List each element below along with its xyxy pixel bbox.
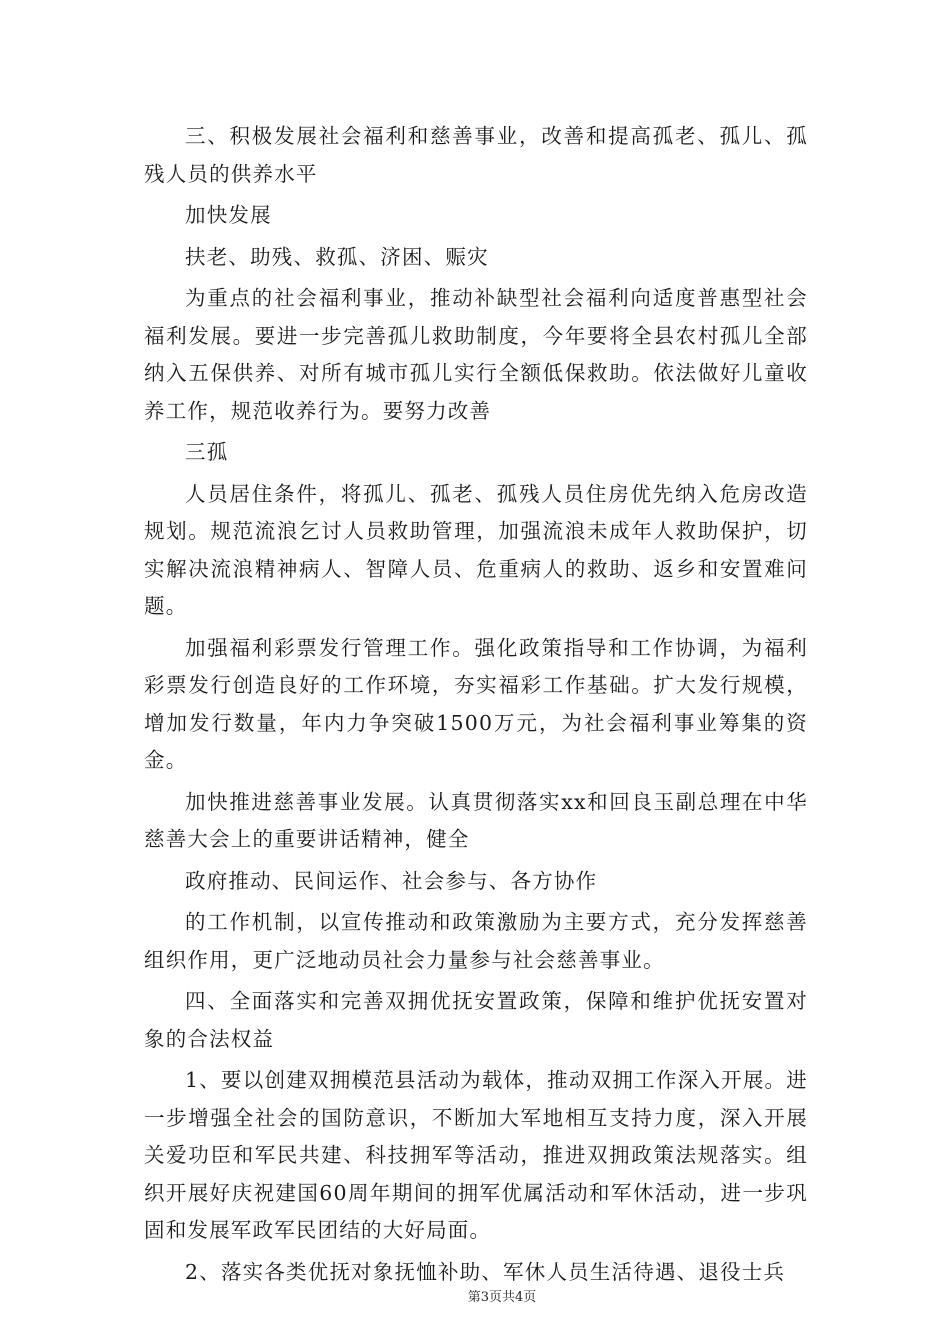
paragraph: 为重点的社会福利事业，推动补缺型社会福利向适度普惠型社会福利发展。要进一步完善孤儿救助制度，今年要将全县农村孤儿全部纳入五保供养、对所有城市孤儿实行全额低保救助。依法做好儿童收养工作，规范收养行为。要努力改善 bbox=[144, 286, 808, 423]
paragraph: 政府推动、民间运作、社会参与、各方协作 bbox=[185, 868, 598, 893]
paragraph: 1、要以创建双拥模范县活动为载体，推动双拥工作深入开展。进一步增强全社会的国防意识，不断加大军地相互支持力度，深入开展关爱功臣和军民共建、科技拥军等活动，推进双拥政策法规落实。组织开展好庆祝建国60周年期间的拥军优属活动和军休活动，进一步巩固和发展军政军民团结的大好局面。 bbox=[144, 1068, 808, 1242]
paragraph: 扶老、助残、救孤、济困、赈灾 bbox=[185, 244, 489, 269]
document-body bbox=[144, 118, 808, 1291]
paragraph: 人员居住条件，将孤儿、孤老、孤残人员住房优先纳入危房改造规划。规范流浪乞讨人员救助管理，加强流浪未成年人救助保护，切实解决流浪精神病人、智障人员、危重病人的救助、返乡和安置难问题。 bbox=[144, 481, 808, 618]
paragraph: 三孤 bbox=[185, 440, 229, 464]
paragraph-section-4-heading: 四、全面落实和完善双拥优抚安置政策，保障和维护优抚安置对象的合法权益 bbox=[144, 989, 808, 1051]
paragraph: 加快发展 bbox=[185, 203, 272, 227]
paragraph-section-3-heading: 三、积极发展社会福利和慈善事业，改善和提高孤老、孤儿、孤残人员的供养水平 bbox=[144, 124, 808, 186]
paragraph: 2、落实各类优抚对象抚恤补助、军休人员生活待遇、退役士兵 bbox=[185, 1259, 786, 1284]
paragraph: 加强福利彩票发行管理工作。强化政策指导和工作协调，为福利彩票发行创造良好的工作环境，夯实福彩工作基础。扩大发行规模，增加发行数量，年内力争突破1500万元，为社会福利事业筹集的资金。 bbox=[144, 635, 808, 772]
paragraph: 的工作机制，以宣传推动和政策激励为主要方式，充分发挥慈善组织作用，更广泛地动员社会力量参与社会慈善事业。 bbox=[144, 910, 808, 972]
page-number-footer: 第3页共4页 bbox=[467, 1290, 537, 1305]
paragraph: 加快推进慈善事业发展。认真贯彻落实xx和回良玉副总理在中华慈善大会上的重要讲话精神，健全 bbox=[144, 789, 808, 851]
